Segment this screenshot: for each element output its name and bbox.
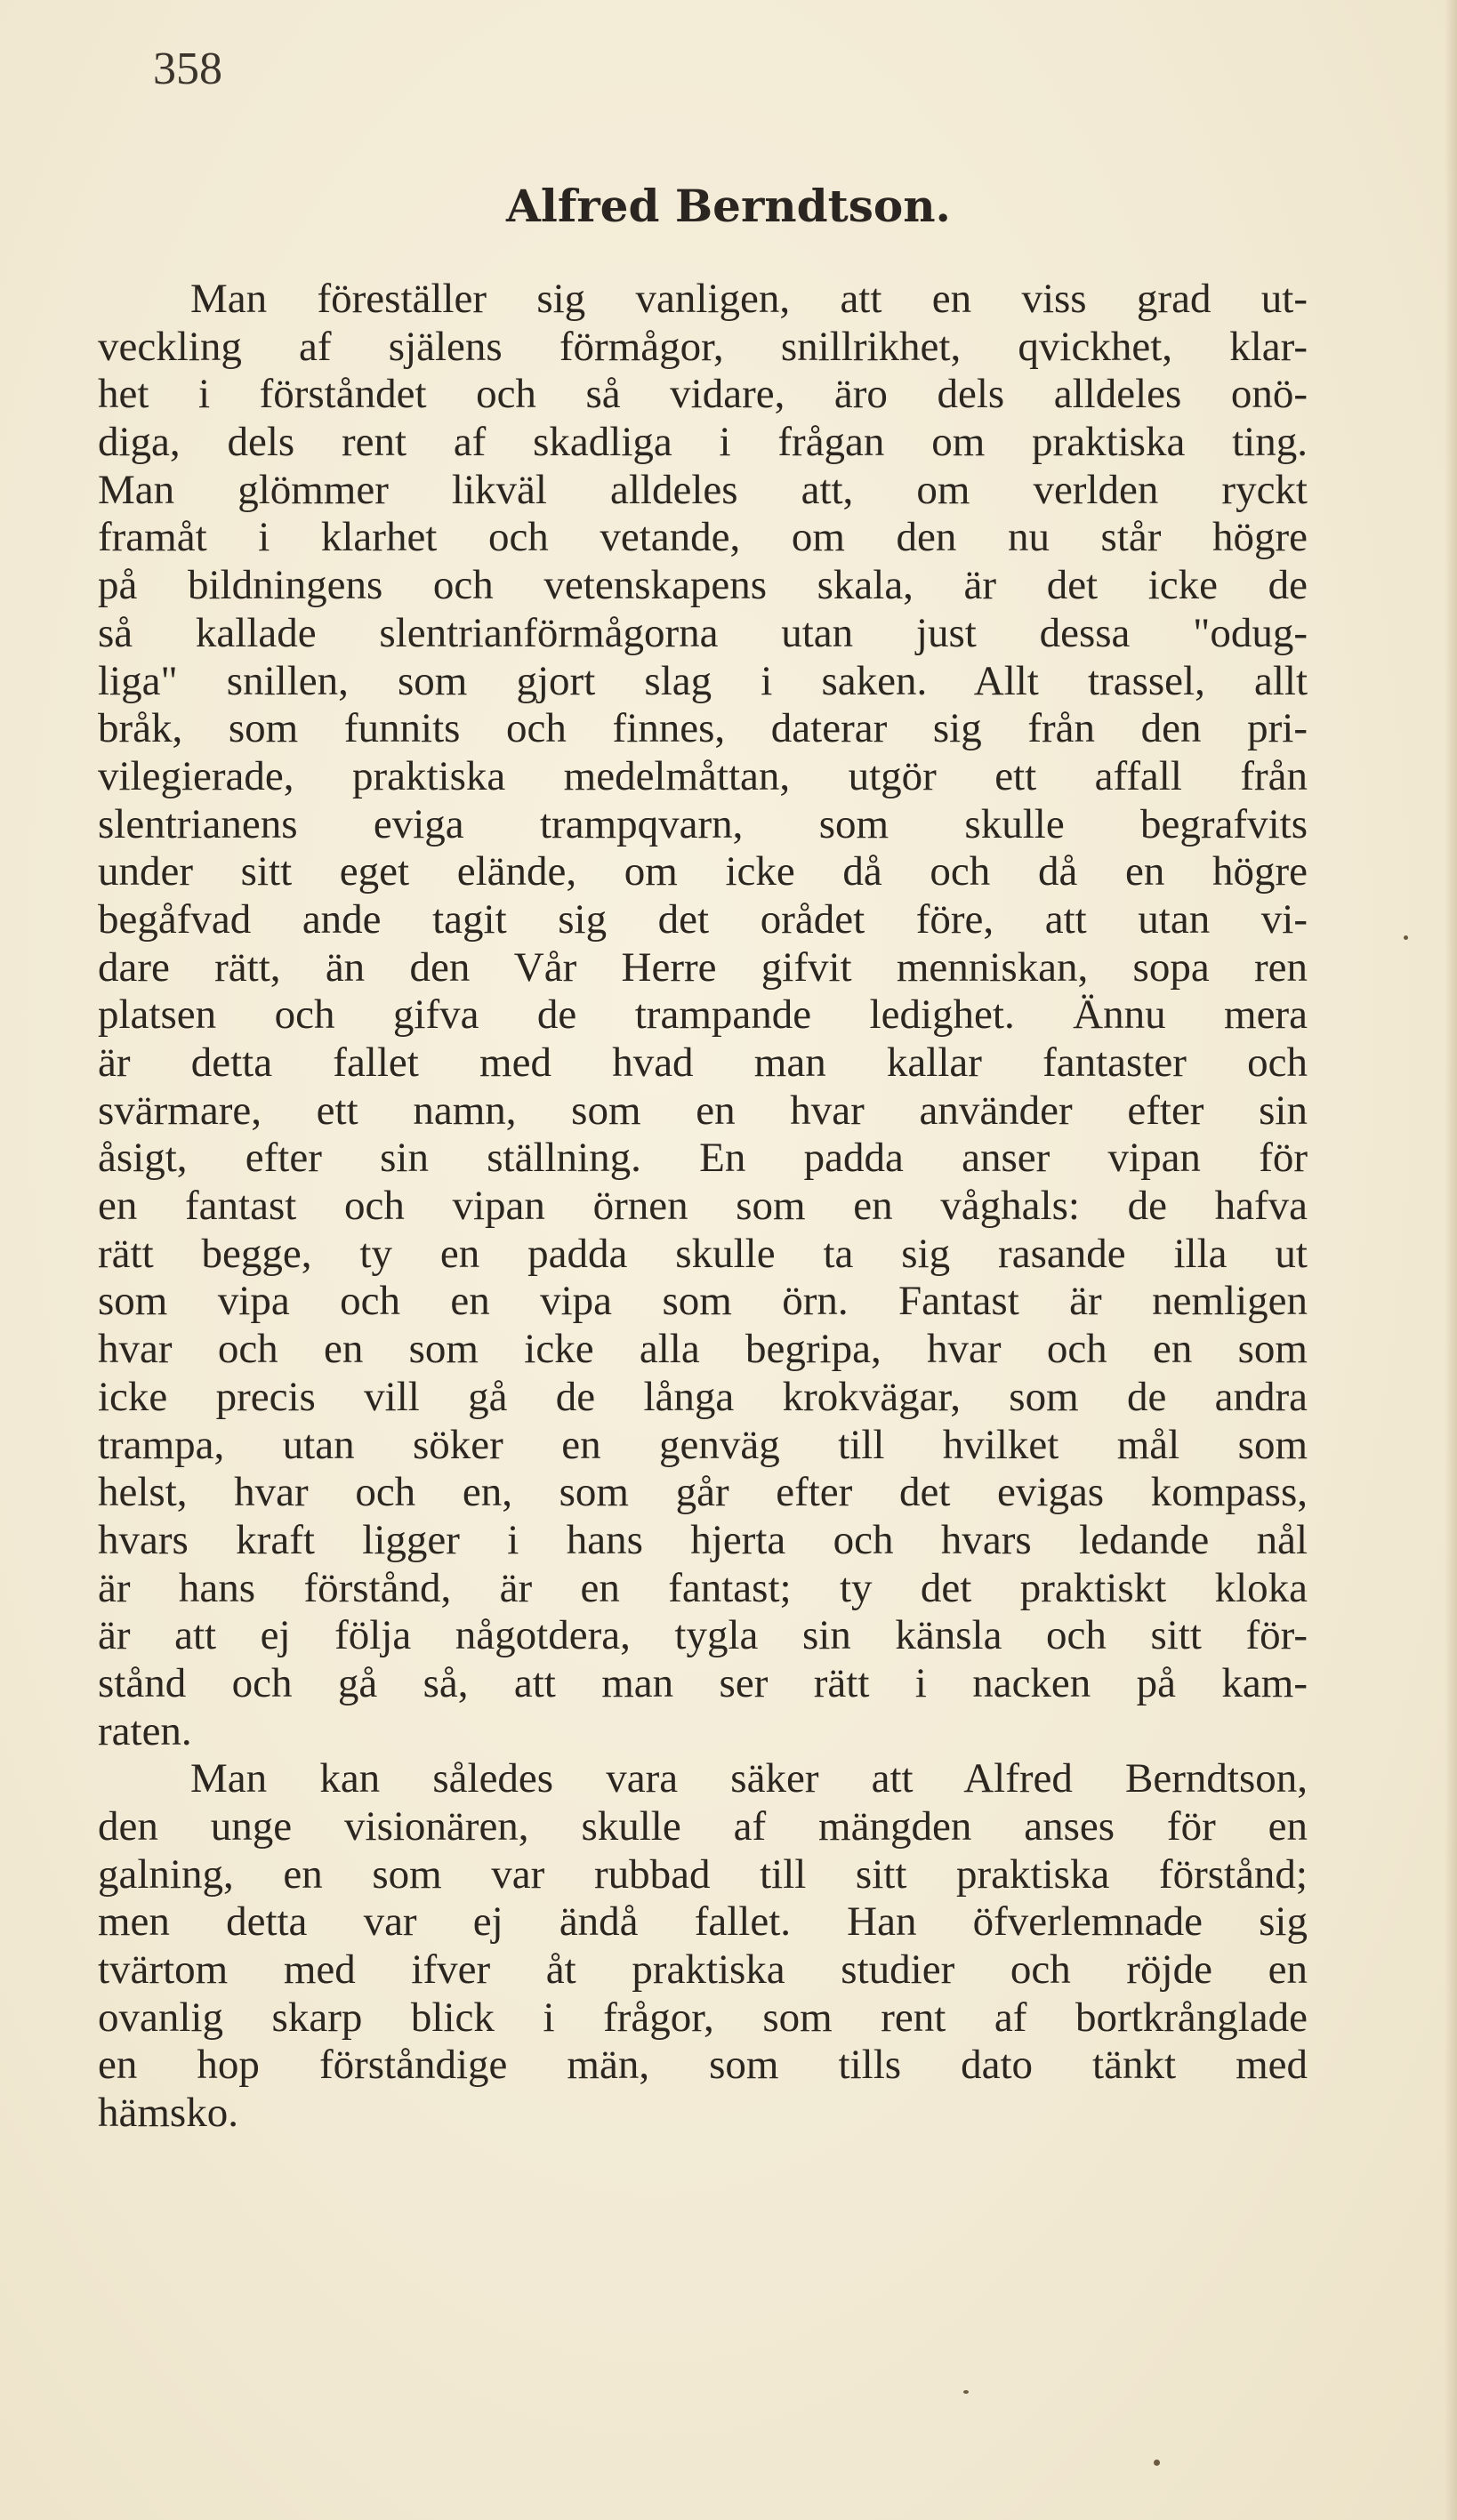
text-line: het i förståndet och så vidare, äro dels alldeles onö-	[98, 371, 1308, 418]
text-line: dare rätt, än den Vår Herre gifvit menniskan, sopa ren	[98, 943, 1308, 991]
text-line: Man kan således vara säker att Alfred Berndtson,	[190, 1755, 1308, 1802]
text-line: veckling af själens förmågor, snillrikhet, qvickhet, klar-	[98, 323, 1308, 370]
text-line: stånd och gå så, att man ser rätt i nacken på kam-	[98, 1659, 1308, 1706]
text-line: är hans förstånd, är en fantast; ty det praktiskt kloka	[98, 1564, 1308, 1611]
text-line: slentrianens eviga trampqvarn, som skulle begrafvits	[98, 800, 1308, 847]
text-line: helst, hvar och en, som går efter det evigas kompass,	[98, 1469, 1308, 1516]
text-line: vilegierade, praktiska medelmåttan, utgör ett affall från	[98, 752, 1308, 799]
text-line: hvar och en som icke alla begripa, hvar och en som	[98, 1326, 1308, 1373]
paper-speck	[963, 2390, 969, 2394]
text-line: Man glömmer likväl alldeles att, om verlden ryckt	[98, 466, 1308, 513]
text-line: är att ej följa någotdera, tygla sin känsla och sitt för-	[98, 1612, 1308, 1659]
text-line: trampa, utan söker en genväg till hvilket mål som	[98, 1421, 1308, 1468]
text-line: platsen och gifva de trampande ledighet. Ännu mera	[98, 991, 1308, 1039]
body-text	[98, 276, 1308, 2138]
text-line: icke precis vill gå de långa krokvägar, som de andra	[98, 1373, 1308, 1420]
page-edge-shadow	[1445, 0, 1457, 2520]
text-line: men detta var ej ändå fallet. Han öfverlemnade sig	[98, 1898, 1308, 1946]
text-line: ovanlig skarp blick i frågor, som rent af bortkrånglade	[98, 1994, 1308, 2041]
text-line: svärmare, ett namn, som en hvar använder efter sin	[98, 1087, 1308, 1134]
text-line: bråk, som funnits och finnes, daterar sig från den pri-	[98, 705, 1308, 752]
text-line: är detta fallet med hvad man kallar fantaster och	[98, 1039, 1308, 1086]
text-line: begåfvad ande tagit sig det orådet före, att utan vi-	[98, 895, 1308, 943]
paper-speck	[1404, 935, 1408, 940]
text-line: galning, en som var rubbad till sitt praktiska förstånd;	[98, 1850, 1308, 1898]
text-line: en hop förståndige män, som tills dato tänkt med	[98, 2042, 1308, 2089]
text-line: under sitt eget elände, om icke då och då en högre	[98, 848, 1308, 895]
chapter-title: Alfred Berndtson.	[506, 180, 951, 232]
text-line: på bildningens och vetenskapens skala, är det icke de	[98, 562, 1308, 609]
paper-speck	[1154, 2460, 1160, 2466]
text-line: tvärtom med ifver åt praktiska studier och röjde en	[98, 1946, 1308, 1994]
text-line: diga, dels rent af skadliga i frågan om praktiska ting.	[98, 419, 1308, 466]
text-line: raten.	[98, 1707, 192, 1754]
text-line: rätt begge, ty en padda skulle ta sig rasande illa ut	[98, 1230, 1308, 1277]
text-line: så kallade slentrianförmågorna utan just dessa "odug-	[98, 609, 1308, 656]
text-line: liga" snillen, som gjort slag i saken. Allt trassel, allt	[98, 657, 1308, 704]
text-line: hvars kraft ligger i hans hjerta och hvars ledande nål	[98, 1516, 1308, 1563]
text-line: framåt i klarhet och vetande, om den nu står högre	[98, 514, 1308, 561]
text-line: den unge visionären, skulle af mängden anses för en	[98, 1803, 1308, 1850]
text-line: åsigt, efter sin ställning. En padda anser vipan för	[98, 1135, 1308, 1182]
text-line: en fantast och vipan örnen som en våghals: de hafva	[98, 1183, 1308, 1230]
page-number: 358	[153, 44, 222, 94]
text-line: Man föreställer sig vanligen, att en viss grad ut-	[190, 276, 1308, 322]
text-line: hämsko.	[98, 2090, 238, 2137]
text-line: som vipa och en vipa som örn. Fantast är nemligen	[98, 1278, 1308, 1325]
